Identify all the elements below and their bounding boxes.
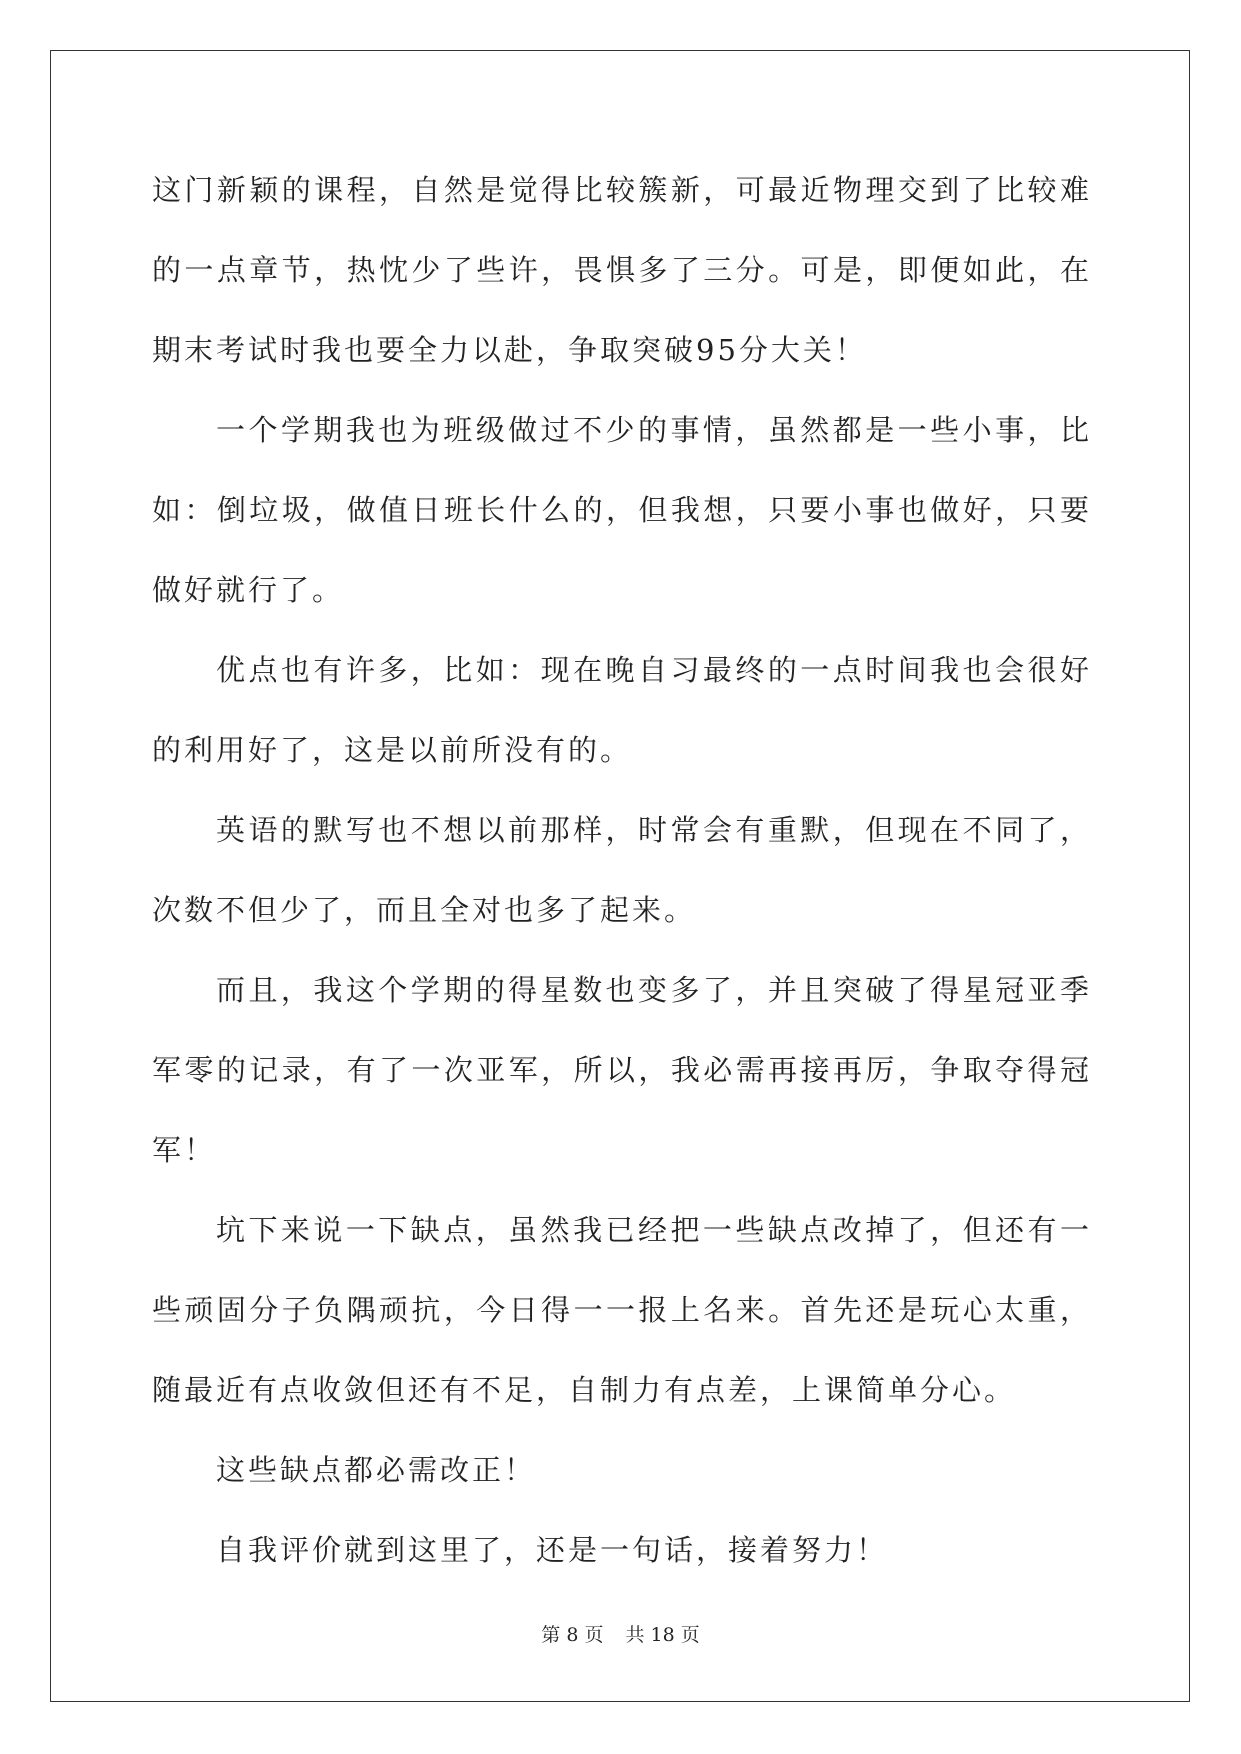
- paragraph: 英语的默写也不想以前那样，时常会有重默，但现在不同了，次数不但少了，而且全对也多了起来。: [152, 813, 1092, 927]
- page-total: 共 18 页: [625, 1624, 700, 1646]
- page-number: 第 8 页: [541, 1624, 604, 1646]
- paragraph: 自我评价就到这里了，还是一句话，接着努力！: [216, 1533, 889, 1567]
- paragraph: 这门新颖的课程，自然是觉得比较簇新，可最近物理交到了比较难的一点章节，热忱少了些许，畏惧多了三分。可是，即便如此，在期末考试时我也要全力以赴，争取突破95分大关！: [152, 173, 1092, 367]
- paragraph: 优点也有许多，比如：现在晚自习最终的一点时间我也会很好的利用好了，这是以前所没有的。: [152, 653, 1092, 767]
- document-body: [152, 150, 1092, 1590]
- page-footer: [0, 1620, 1241, 1647]
- paragraph: 而且，我这个学期的得星数也变多了，并且突破了得星冠亚季军零的记录，有了一次亚军，所以，我必需再接再厉，争取夺得冠军！: [152, 973, 1092, 1167]
- paragraph: 坑下来说一下缺点，虽然我已经把一些缺点改掉了，但还有一些顽固分子负隅顽抗，今日得一一报上名来。首先还是玩心太重，随最近有点收敛但还有不足，自制力有点差，上课简单分心。: [152, 1213, 1092, 1407]
- paragraph: 一个学期我也为班级做过不少的事情，虽然都是一些小事，比如：倒垃圾，做值日班长什么的，但我想，只要小事也做好，只要做好就行了。: [152, 413, 1092, 607]
- paragraph: 这些缺点都必需改正！: [216, 1453, 537, 1487]
